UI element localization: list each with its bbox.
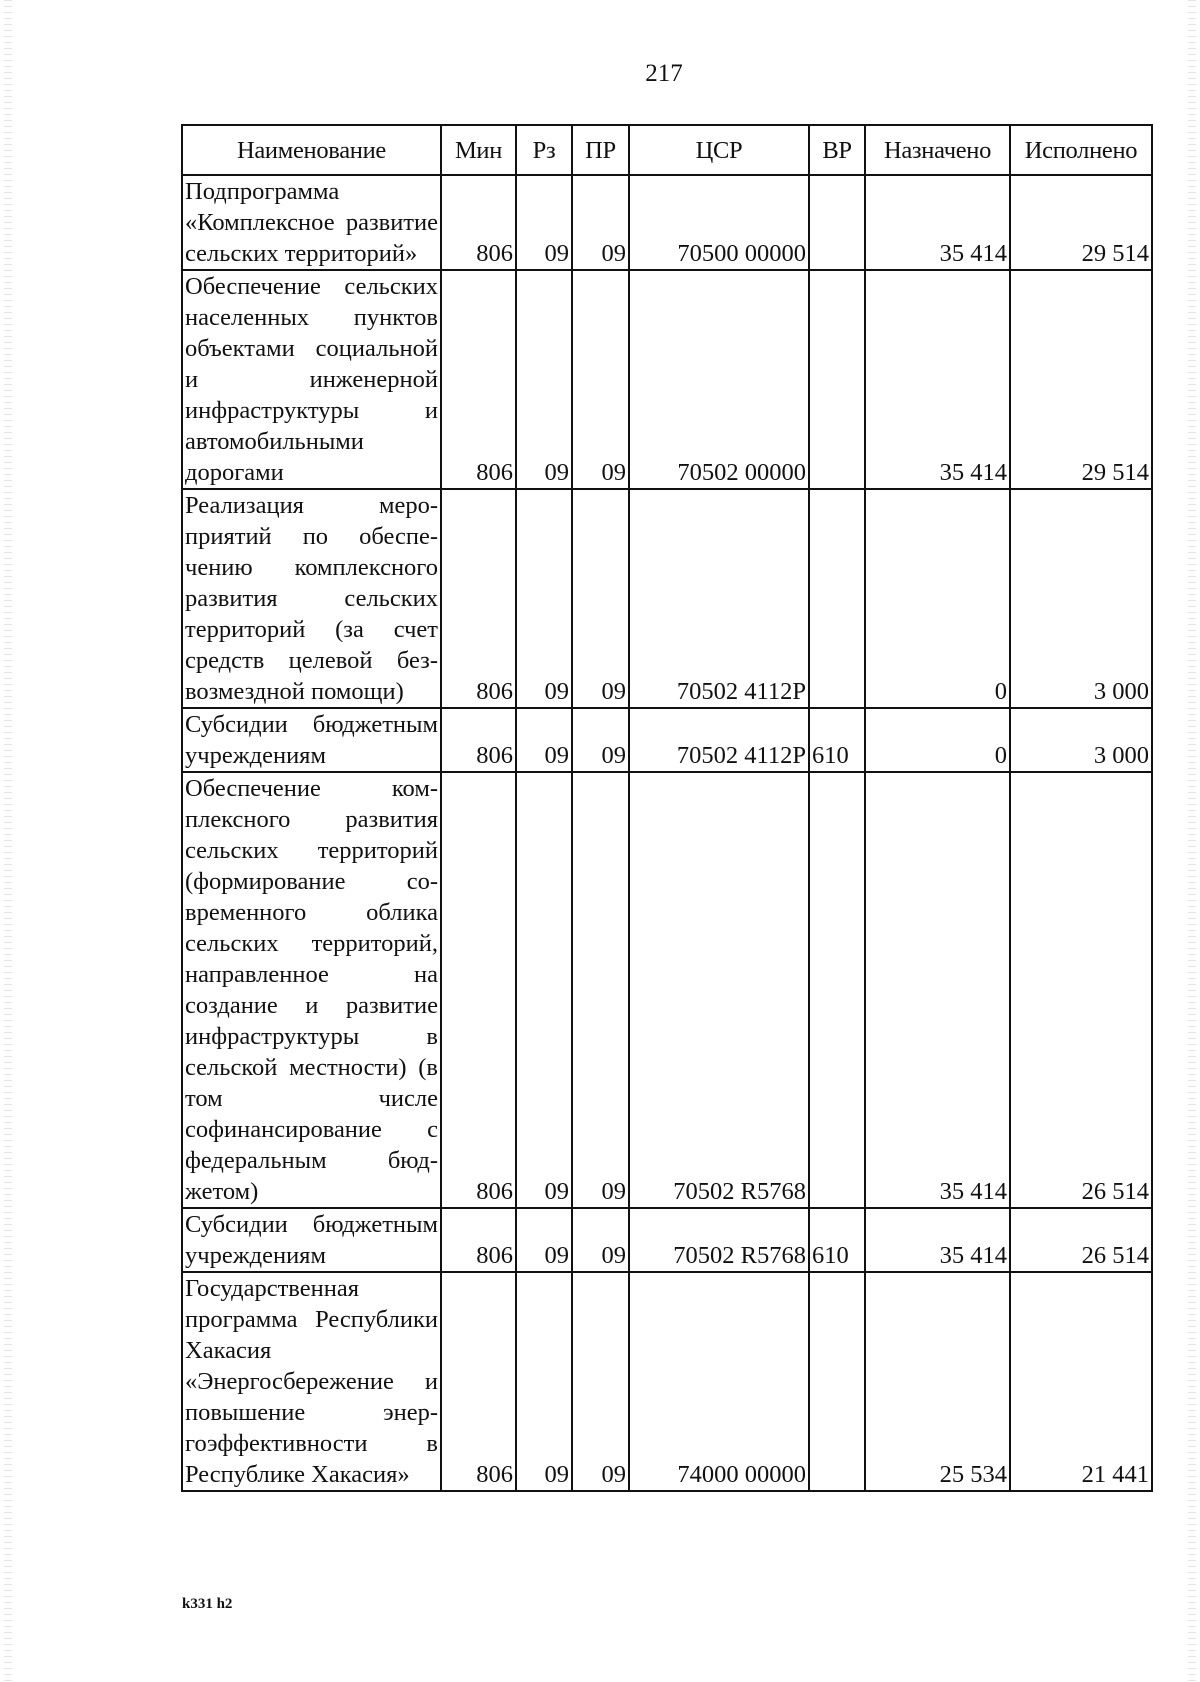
row-vr xyxy=(809,772,865,1208)
row-min: 806 xyxy=(441,270,516,489)
row-assigned: 25 534 xyxy=(865,1272,1010,1491)
row-name: Обеспечение сельских населенных пунктов объектами социальной и инженерной инфраструктуры и автомобильными дорогами xyxy=(182,270,441,489)
row-assigned: 0 xyxy=(865,489,1010,708)
row-assigned: 35 414 xyxy=(865,270,1010,489)
row-vr xyxy=(809,270,865,489)
row-pr: 09 xyxy=(572,1208,629,1272)
row-executed: 3 000 xyxy=(1010,489,1152,708)
row-pr: 09 xyxy=(572,175,629,270)
row-rz: 09 xyxy=(516,708,572,772)
row-min: 806 xyxy=(441,708,516,772)
row-vr: 610 xyxy=(809,708,865,772)
row-csr: 70502 00000 xyxy=(629,270,809,489)
table-row xyxy=(182,772,1152,1208)
row-executed: 26 514 xyxy=(1010,772,1152,1208)
row-rz: 09 xyxy=(516,489,572,708)
col-header-min: Мин xyxy=(441,125,516,175)
row-min: 806 xyxy=(441,1208,516,1272)
row-rz: 09 xyxy=(516,1208,572,1272)
row-rz: 09 xyxy=(516,772,572,1208)
table-row xyxy=(182,175,1152,270)
row-min: 806 xyxy=(441,1272,516,1491)
table-row xyxy=(182,1272,1152,1491)
row-name: Подпрограмма «Комплексное развитие сельских территорий» xyxy=(182,175,441,270)
table-row xyxy=(182,489,1152,708)
col-header-vr: ВР xyxy=(809,125,865,175)
col-header-assigned: Назначено xyxy=(865,125,1010,175)
row-csr: 70502 R5768 xyxy=(629,772,809,1208)
row-rz: 09 xyxy=(516,1272,572,1491)
table-row xyxy=(182,1208,1152,1272)
row-name: Государственная программа Республики Хакасия «Энергосбережение и повышение энергоэффективности в Республике Хакасия» xyxy=(182,1272,441,1491)
row-assigned: 0 xyxy=(865,708,1010,772)
table-row xyxy=(182,708,1152,772)
scan-right-margin xyxy=(1188,0,1196,1682)
row-executed: 29 514 xyxy=(1010,175,1152,270)
row-executed: 26 514 xyxy=(1010,1208,1152,1272)
row-rz: 09 xyxy=(516,270,572,489)
page-number: 217 xyxy=(645,60,683,87)
row-csr: 70502 4112Р xyxy=(629,489,809,708)
row-pr: 09 xyxy=(572,489,629,708)
document-footer-code: k331 h2 xyxy=(182,1596,233,1612)
table-row xyxy=(182,270,1152,489)
row-name: Субсидии бюджетным учреждениям xyxy=(182,1208,441,1272)
col-header-name: Наименование xyxy=(182,125,441,175)
row-vr: 610 xyxy=(809,1208,865,1272)
col-header-rz: Рз xyxy=(516,125,572,175)
row-executed: 29 514 xyxy=(1010,270,1152,489)
row-assigned: 35 414 xyxy=(865,772,1010,1208)
row-assigned: 35 414 xyxy=(865,1208,1010,1272)
row-min: 806 xyxy=(441,489,516,708)
col-header-pr: ПР xyxy=(572,125,629,175)
row-csr: 70502 4112Р xyxy=(629,708,809,772)
scan-left-margin xyxy=(4,0,12,1682)
row-pr: 09 xyxy=(572,1272,629,1491)
row-vr xyxy=(809,1272,865,1491)
row-rz: 09 xyxy=(516,175,572,270)
row-csr: 70502 R5768 xyxy=(629,1208,809,1272)
table-header-row xyxy=(182,125,1152,175)
row-min: 806 xyxy=(441,175,516,270)
row-min: 806 xyxy=(441,772,516,1208)
row-pr: 09 xyxy=(572,270,629,489)
col-header-executed: Исполнено xyxy=(1010,125,1152,175)
budget-table xyxy=(181,124,1153,1492)
row-name: Обеспечение комплексного развития сельских территорий (формирование современного облика сельских территорий, направленное на создание и развитие инфраструктуры в сельской местности) (в том числе софинансирование с федеральным бюджетом) xyxy=(182,772,441,1208)
row-name: Реализация мероприятий по обеспечению комплексного развития сельских территорий (за счет средств целевой безвозмездной помощи) xyxy=(182,489,441,708)
row-vr xyxy=(809,489,865,708)
row-executed: 21 441 xyxy=(1010,1272,1152,1491)
row-csr: 74000 00000 xyxy=(629,1272,809,1491)
row-name: Субсидии бюджетным учреждениям xyxy=(182,708,441,772)
row-assigned: 35 414 xyxy=(865,175,1010,270)
row-executed: 3 000 xyxy=(1010,708,1152,772)
row-csr: 70500 00000 xyxy=(629,175,809,270)
row-pr: 09 xyxy=(572,708,629,772)
row-vr xyxy=(809,175,865,270)
col-header-csr: ЦСР xyxy=(629,125,809,175)
row-pr: 09 xyxy=(572,772,629,1208)
